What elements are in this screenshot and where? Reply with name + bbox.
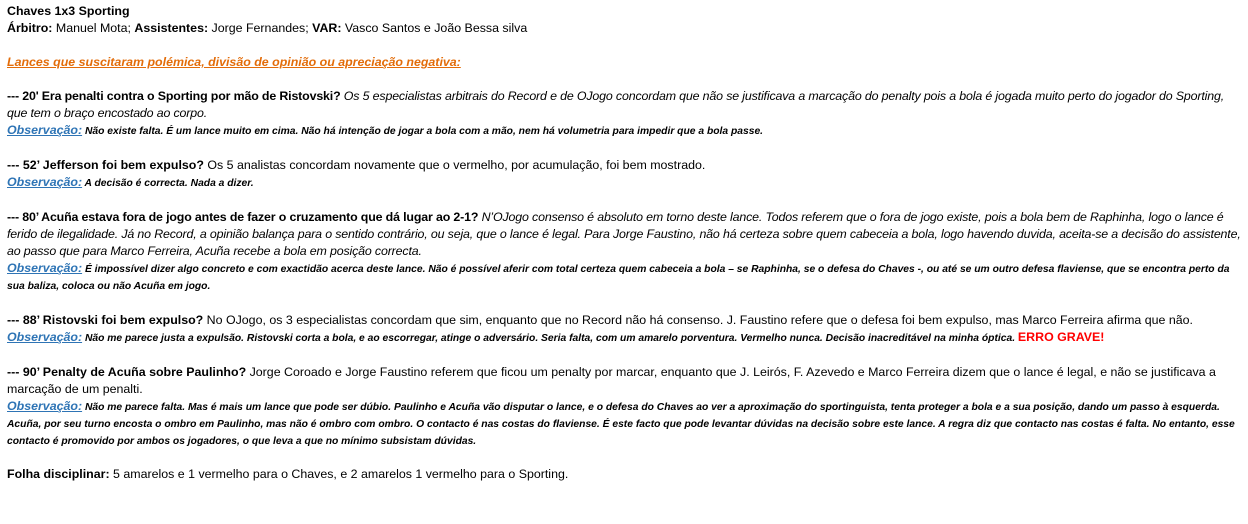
officials-line bbox=[7, 20, 1243, 37]
observation-label: Observação: bbox=[7, 175, 83, 189]
incident-52min bbox=[7, 157, 1243, 192]
observation-label: Observação: bbox=[7, 123, 83, 137]
assistants-label: Assistentes: bbox=[134, 21, 209, 35]
incident-summary: N’OJogo consenso é absoluto em torno deste lance. Todos referem que o fora de jogo existe, pois a bola bem de Raphinha, logo o lance é ferido de ilegalidade. Já no Record, a opinião balança para o sentido contrário, ou seja, que o lance é legal. Para Jorge Faustino, não há certeza sobre quem cabeceia a bola, logo havendo duvida, aceita-se a decisão do assistente, ao passo que para Marco Ferreira, Acuña recebe a bola em posição correcta. bbox=[7, 210, 1241, 258]
referee-label: Árbitro: bbox=[7, 21, 53, 35]
discipline-text: 5 amarelos e 1 vermelho para o Chaves, e 2 amarelos 1 vermelho para o Sporting. bbox=[109, 467, 569, 481]
incident-question: --- 90’ Penalty de Acuña sobre Paulinho? bbox=[7, 365, 247, 379]
spacer bbox=[7, 37, 1243, 54]
incident-90min bbox=[7, 364, 1243, 450]
incident-80min bbox=[7, 209, 1243, 295]
spacer bbox=[7, 295, 1243, 312]
discipline-label: Folha disciplinar: bbox=[7, 467, 110, 481]
document-body bbox=[7, 3, 1243, 483]
incident-summary: Os 5 especialistas arbitrais do Record e de OJogo concordam que não se justificava a marcação do penalty pois a bola é jogada muito perto do jogador do Sporting, que tem o braço encostado ao corpo. bbox=[7, 89, 1225, 120]
incident-88min bbox=[7, 312, 1243, 347]
match-title: Chaves 1x3 Sporting bbox=[7, 4, 130, 18]
observation-text: Não me parece falta. Mas é mais um lance que pode ser dúbio. Paulinho e Acuña vão disputar o lance, e o defesa do Chaves ao ver a aproximação do sportinguista, tenta proteger a bola e a sua posição, dando um passo à esquerda. Acuña, por seu turno encosta o ombro em Paulinho, mas não é ombro com ombro. O contacto é nas costas do flaviense. É este facto que pode levantar dúvidas na decisão sobre este lance. A regra diz que contacto nas costas é falta. No entanto, esse contacto é promovido por ambos os jogadores, o que leva a que no mínimo subsistam dúvidas. bbox=[7, 402, 1235, 447]
observation-text: Não me parece justa a expulsão. Ristovski corta a bola, e ao escorregar, atinge o adversário. Seria falta, com um amarelo porventura. Vermelho nunca. Decisão inacreditável na minha óptica. bbox=[82, 333, 1018, 344]
spacer bbox=[7, 140, 1243, 157]
spacer bbox=[7, 450, 1243, 466]
incident-20min bbox=[7, 88, 1243, 140]
section-heading: Lances que suscitaram polémica, divisão de opinião ou apreciação negativa: bbox=[7, 55, 461, 69]
observation bbox=[7, 398, 1243, 450]
incident-summary: No OJogo, os 3 especialistas concordam que sim, enquanto que no Record não há consenso. J. Faustino refere que o defesa foi bem expulso, mas Marco Ferreira afirma que não. bbox=[203, 313, 1193, 327]
referee-name: Manuel Mota; bbox=[52, 21, 135, 35]
incident-question: --- 20' Era penalti contra o Sporting por mão de Ristovski? bbox=[7, 89, 341, 103]
observation bbox=[7, 174, 1243, 192]
observation-label: Observação: bbox=[7, 330, 83, 344]
incident-text bbox=[7, 312, 1243, 329]
incident-question: --- 88’ Ristovski foi bem expulso? bbox=[7, 313, 204, 327]
var-label: VAR: bbox=[312, 21, 342, 35]
incident-summary: Jorge Coroado e Jorge Faustino referem que ficou um penalty por marcar, enquanto que J. Leirós, F. Azevedo e Marco Ferreira dizem que o lance é legal, e não se justificava a marcação de um penalti. bbox=[7, 365, 1216, 396]
incident-question: --- 80’ Acuña estava fora de jogo antes de fazer o cruzamento que dá lugar ao 2-1? bbox=[7, 210, 479, 224]
observation-text: É impossível dizer algo concreto e com exactidão acerca deste lance. Não é possível aferir com total certeza quem cabeceia a bola – se Raphinha, se o defesa do Chaves -, ou até se um outro defesa flaviense, que se encontra perto da sua baliza, coloca ou não Acuña em jogo. bbox=[7, 264, 1230, 292]
incident-question: --- 52’ Jefferson foi bem expulso? bbox=[7, 158, 204, 172]
var-names: Vasco Santos e João Bessa silva bbox=[341, 21, 528, 35]
observation bbox=[7, 122, 1243, 140]
incident-text bbox=[7, 157, 1243, 174]
spacer bbox=[7, 192, 1243, 209]
observation-text: A decisão é correcta. Nada a dizer. bbox=[82, 178, 254, 189]
observation-label: Observação: bbox=[7, 399, 83, 413]
verdict-badge: ERRO GRAVE! bbox=[1017, 330, 1105, 344]
observation bbox=[7, 260, 1243, 295]
incident-text bbox=[7, 364, 1243, 398]
incident-text bbox=[7, 209, 1243, 260]
incident-summary: Os 5 analistas concordam novamente que o vermelho, por acumulação, foi bem mostrado. bbox=[203, 158, 706, 172]
spacer bbox=[7, 71, 1243, 88]
observation-text: Não existe falta. É um lance muito em cima. Não há intenção de jogar a bola com a mão, nem há volumetria para impedir que a bola passe. bbox=[82, 126, 764, 137]
assistants-names: Jorge Fernandes; bbox=[208, 21, 313, 35]
discipline-line bbox=[7, 466, 1243, 483]
incident-text bbox=[7, 88, 1243, 122]
observation-label: Observação: bbox=[7, 261, 83, 275]
spacer bbox=[7, 347, 1243, 364]
observation bbox=[7, 329, 1243, 347]
